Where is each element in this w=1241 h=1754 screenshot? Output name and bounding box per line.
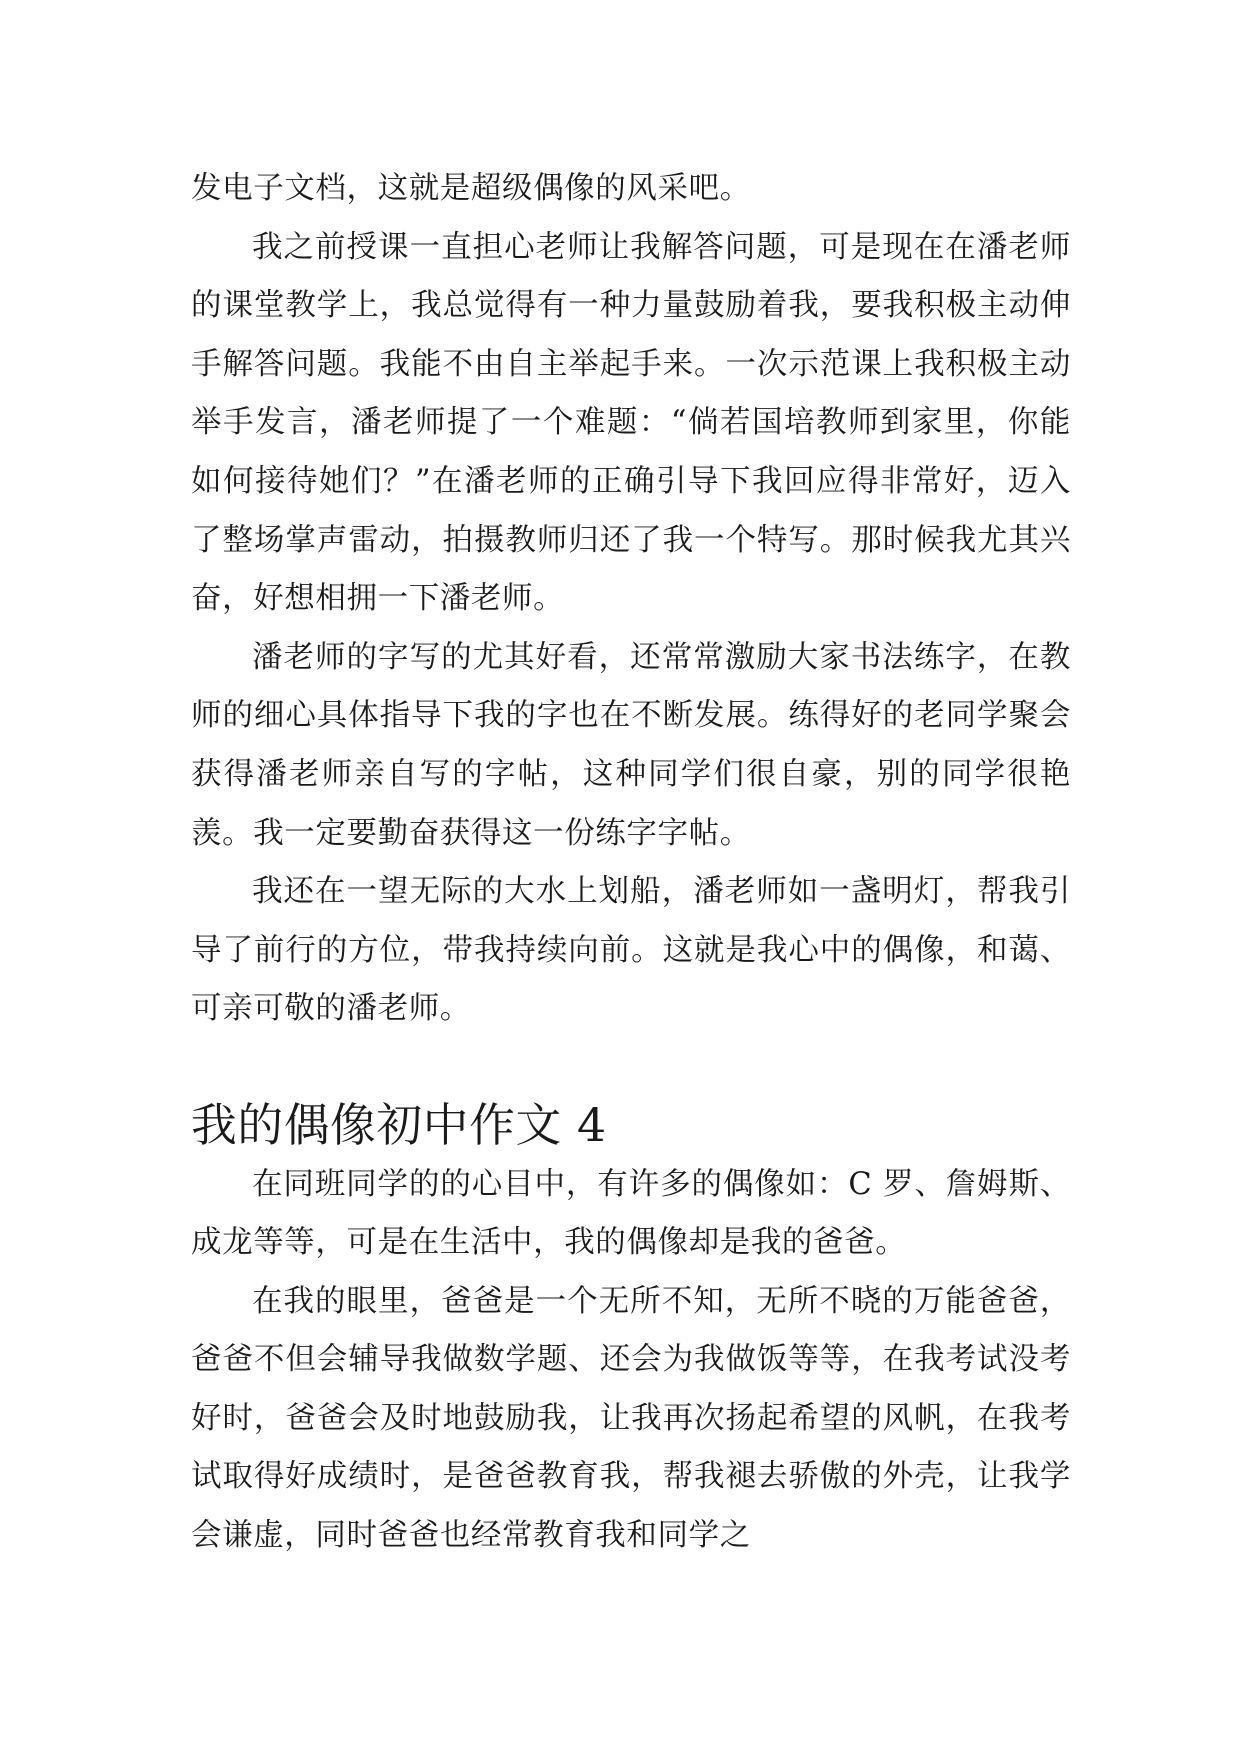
paragraph-intro: 在同班同学的的心目中，有许多的偶像如：C 罗、詹姆斯、成龙等等，可是在生活中，我的偶像却是我的爸爸。 [191,1166,1071,1261]
paragraph-continued: 发电子文档，这就是超级偶像的风采吧。 [191,171,751,206]
paragraph-calligraphy: 潘老师的字写的尤其好看，还常常激励大家书法练字，在教师的细心具体指导下我的字也在不断发展。练得好的老同学聚会获得潘老师亲自写的字帖，这种同学们很自豪，别的同学很艳羡。我一定要勤奋获得这一份练字字帖。 [191,639,1071,851]
document-body [191,160,1071,1566]
paragraph-conclusion: 我还在一望无际的大水上划船，潘老师如一盏明灯，帮我引导了前行的方位，带我持续向前。这就是我心中的偶像，和蔼、可亲可敬的潘老师。 [191,874,1071,1027]
essay-heading: 我的偶像初中作文 4 [191,1098,607,1152]
paragraph-classroom: 我之前授课一直担心老师让我解答问题，可是现在在潘老师的课堂教学上，我总觉得有一种力量鼓励着我，要我积极主动伸手解答问题。我能不由自主举起手来。一次示范课上我积极主动举手发言，潘老师提了一个难题：“倘若国培教师到家里，你能如何接待她们？”在潘老师的正确引导下我回应得非常好，迈入了整场掌声雷动，拍摄教师归还了我一个特写。那时候我尤其兴奋，好想相拥一下潘老师。 [191,229,1071,617]
paragraph-father: 在我的眼里，爸爸是一个无所不知，无所不晓的万能爸爸，爸爸不但会辅导我做数学题、还会为我做饭等等，在我考试没考好时，爸爸会及时地鼓励我，让我再次扬起希望的风帆，在我考试取得好成绩时，是爸爸教育我，帮我褪去骄傲的外壳，让我学会谦虚，同时爸爸也经常教育我和同学之 [191,1283,1071,1554]
